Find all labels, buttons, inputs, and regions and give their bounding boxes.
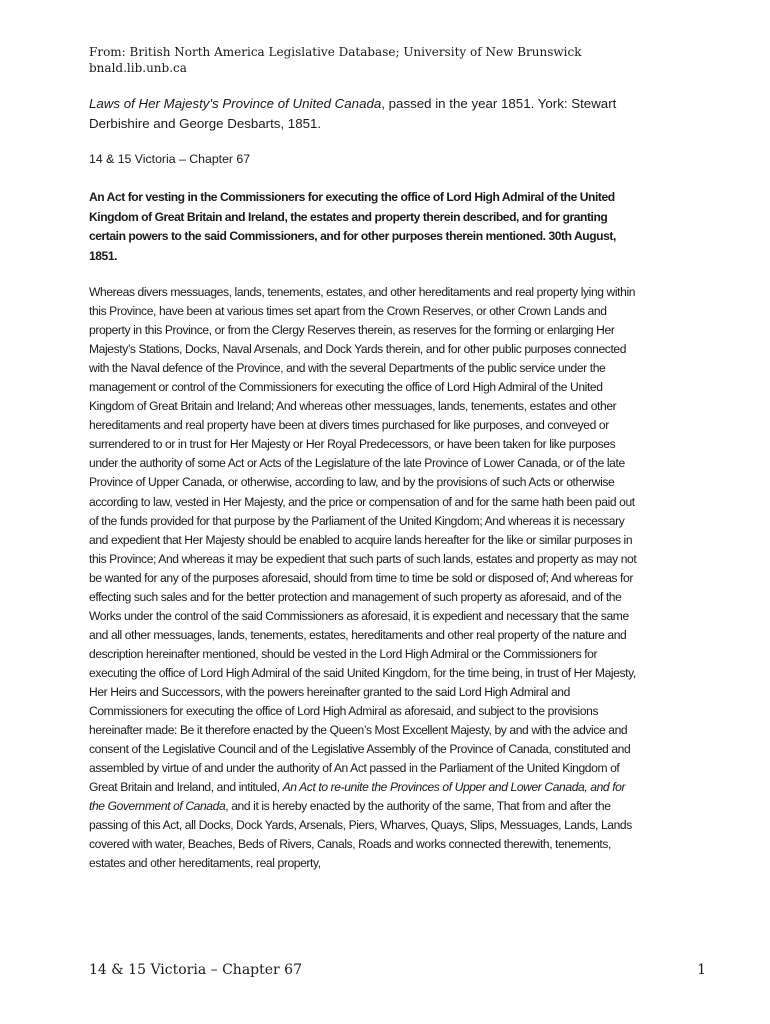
- preamble-part-2: , and it is hereby enacted by the authority of the same, That from and after the passing of this Act, all Docks, Dock Yards, Arsenals, Piers, Wharves, Quays, Slips, Messuages, Lands, Lands covered with water, Beaches, Beds of Rivers, Canals, Roads and works connected therewith, tenements, estates and other hereditaments, real property,: [89, 799, 632, 871]
- act-title: An Act for vesting in the Commissioners for executing the office of Lord High Admiral of the United Kingdom of Great Britain and Ireland, the estates and property therein described, and for granting certain powers to the said Commissioners, and for other purposes therein mentioned. 30th August, 1851.: [89, 190, 616, 263]
- footer-chapter: 14 & 15 Victoria – Chapter 67: [89, 962, 303, 978]
- citation-details: , passed in the year 1851. York: Stewart Derbishire and George Desbarts, 1851.: [89, 96, 617, 131]
- preamble-text: [89, 283, 637, 873]
- citation-title: Laws of Her Majesty's Province of United Canada: [89, 96, 382, 111]
- chapter-heading: 14 & 15 Victoria – Chapter 67: [89, 152, 251, 166]
- page-number: 1: [697, 962, 706, 978]
- cited-act-title: An Act to re-unite the Provinces of Upper and Lower Canada, and for the Government of Canada: [89, 780, 626, 814]
- source-note: [89, 44, 689, 76]
- preamble-part-1: Whereas divers messuages, lands, tenements, estates, and other hereditaments and real property lying within this Province, have been at various times set apart from the Crown Reserves, or other Crown Lands and property in this Province, or from the Clergy Reserves therein, as reserves for the forming or enlarging Her Majesty’s Stations, Docks, Naval Arsenals, and Dock Yards therein, and for other public purposes connected with the Naval defence of the Province, and with the several Departments of the public service under the management or control of the Commissioners for executing the office of Lord High Admiral of the United Kingdom of Great Britain and Ireland; And whereas other messuages, lands, tenements, estates and other hereditaments and real property have been at divers times purchased for like purposes, and conveyed or surrendered to or in trust for Her Majesty or Her Royal Predecessors, or have been taken for like purposes under the authority of some Act or Acts of the Legislature of the late Province of Lower Canada, or of the late Province of Upper Canada, or otherwise, according to law, and by the provisions of such Acts or otherwise according to law, vested in Her Majesty, and the price or compensation of and for the same hath been paid out of the funds provided for that purpose by the Parliament of the United Kingdom; And whereas it is necessary and expedient that Her Majesty should be enabled to acquire lands hereafter for the like or similar purposes in this Province; And whereas it may be expedient that such parts of such lands, estates and property as may not be wanted for any of the purposes aforesaid, should from time to time be sold or disposed of; And whereas for effecting such sales and for the better protection and management of such property as aforesaid, and of the Works under the control of the said Commissioners as aforesaid, it is expedient and necessary that the same and all other messuages, lands, tenements, estates, hereditaments and other real property of the nature and description hereinafter mentioned, should be vested in the Lord High Admiral or the Commissioners for executing the office of Lord High Admiral of the said United Kingdom, for the time being, in trust of Her Majesty, Her Heirs and Successors, with the powers hereinafter granted to the said Lord High Admiral and Commissioners for executing the office of Lord High Admiral as aforesaid, and subject to the provisions hereinafter made: Be it therefore enacted by the Queen’s Most Excellent Majesty, by and with the advice and consent of the Legislative Council and of the Legislative Assembly of the Province of Canada, constituted and assembled by virtue of and under the authority of An Act passed in the Parliament of the United Kingdom of Great Britain and Ireland, and intituled,: [89, 285, 637, 795]
- source-url: bnald.lib.unb.ca: [89, 61, 187, 75]
- source-line: From: British North America Legislative Database; University of New Brunswick: [89, 45, 582, 59]
- publication-citation: [89, 94, 649, 134]
